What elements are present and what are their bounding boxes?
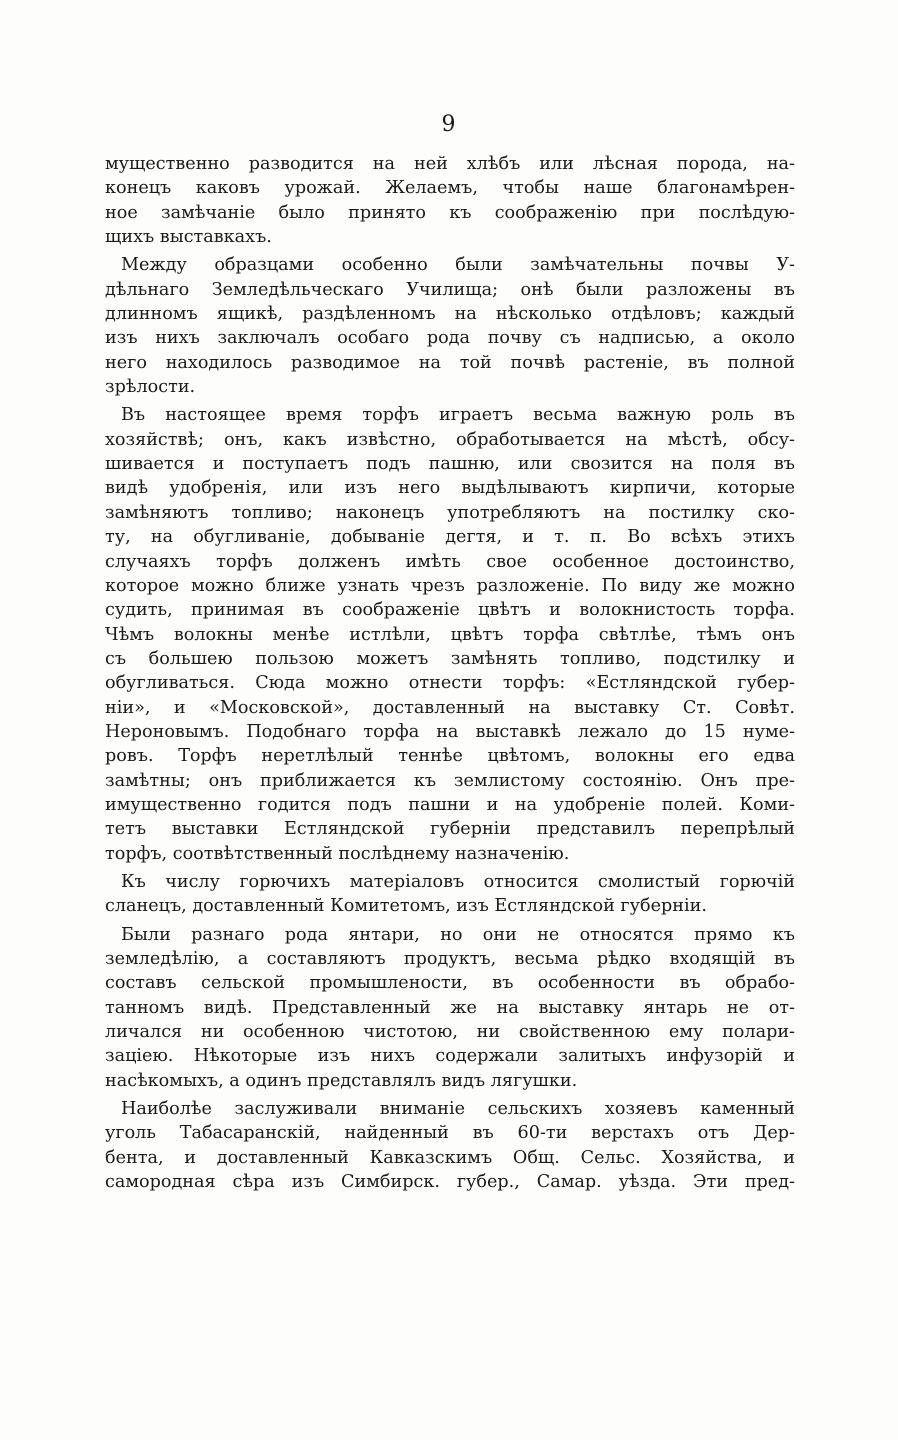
text-line: ніи», и «Московской», доставленный на выставку Ст. Совѣт. <box>105 697 795 718</box>
text-line: зрѣлости. <box>105 377 196 398</box>
text-line: длинномъ ящикѣ, раздѣленномъ на нѣсколько отдѣловъ; каждый <box>105 304 795 325</box>
text-line: торфъ, соотвѣтственный послѣднему назначенію. <box>105 843 570 864</box>
body-text <box>105 152 795 1194</box>
text-line: бента, и доставленный Кавказскимъ Общ. Сельс. Хозяйства, и <box>105 1147 795 1168</box>
text-line: земледѣлію, а составляютъ продуктъ, весьма рѣдко входящій въ <box>105 949 795 969</box>
text-line: обугливаться. Сюда можно отнести торфъ: «Естляндской губер- <box>105 673 795 694</box>
text-line: видѣ удобренія, или изъ него выдѣлываютъ кирпичи, которые <box>105 478 795 499</box>
text-line: судить, принимая въ соображеніе цвѣтъ и волокнистость торфа. <box>105 600 795 621</box>
text-line: тетъ выставки Естляндской губерніи представилъ перепрѣлый <box>105 819 795 840</box>
text-line: замѣняютъ топливо; наконецъ употребляютъ на постилку ско- <box>105 502 795 523</box>
text-line: ровъ. Торфъ неретлѣлый теннѣе цвѣтомъ, волокны его едва <box>105 746 795 767</box>
text-line: танномъ видѣ. Представленный же на выставку янтарь не от- <box>105 997 795 1018</box>
text-line: Были разнаго рода янтари, но они не относятся прямо къ <box>121 924 795 945</box>
text-line: которое можно ближе узнать чрезъ разложеніе. По виду же можно <box>105 575 795 596</box>
text-line: случаяхъ торфъ долженъ имѣть свое особенное достоинство, <box>105 551 795 572</box>
text-line: самородная сѣра изъ Симбирск. губер., Самар. уѣзда. Эти пред- <box>105 1172 795 1193</box>
text-line: насѣкомыхъ, а одинъ представлялъ видъ лягушки. <box>105 1070 578 1091</box>
text-line: Между образцами особенно были замѣчательны почвы У- <box>121 255 795 276</box>
text-line: замѣтны; онъ приближается къ землистому состоянію. Онъ пре- <box>105 770 795 791</box>
text-line: шивается и поступаетъ подъ пашню, или свозится на поля въ <box>105 454 795 475</box>
text-line: конецъ каковъ урожай. Желаемъ, чтобы наше благонамѣрен- <box>105 178 795 199</box>
text-line: Въ настоящее время торфъ играетъ весьма важную роль въ <box>121 405 795 426</box>
text-line: изъ нихъ заключалъ особаго рода почву съ надписью, а около <box>105 328 795 349</box>
text-line: съ большею пользою можетъ замѣнять топливо, подстилку и <box>105 648 795 669</box>
text-line: заціею. Нѣкоторые изъ нихъ содержали залитыхъ инфузорій и <box>105 1046 795 1067</box>
text-line: ное замѣчаніе было принято къ соображенію при послѣдую- <box>105 202 795 223</box>
text-line: личался ни особенною чистотою, ни свойственною ему полари- <box>105 1022 795 1043</box>
text-line: ту, на обугливаніе, добываніе дегтя, и т. п. Во всѣхъ этихъ <box>105 527 795 548</box>
text-line: хозяйствѣ; онъ, какъ извѣстно, обработывается на мѣстѣ, обсу- <box>105 429 795 450</box>
text-line: уголь Табасаранскій, найденный въ 60-ти верстахъ отъ Дер- <box>105 1123 795 1144</box>
text-line: Чѣмъ волокны менѣе истлѣли, цвѣтъ торфа свѣтлѣе, тѣмъ онъ <box>105 624 795 645</box>
page-number: 9 <box>441 112 457 137</box>
text-line: Къ числу горючихъ матеріаловъ относится смолистый горючій <box>121 871 795 892</box>
text-line: щихъ выставкахъ. <box>105 227 272 248</box>
text-line: имущественно годится подъ пашни и на удобреніе полей. Коми- <box>105 794 795 815</box>
text-line: сланецъ, доставленный Комитетомъ, изъ Естляндской губерніи. <box>105 896 707 917</box>
text-line: дѣльнаго Земледѣльческаго Училища; онѣ были разложены въ <box>105 279 795 300</box>
text-line: составъ сельской промышлености, въ особенности въ обрабо- <box>105 973 795 994</box>
text-line: него находилось разводимое на той почвѣ растеніе, въ полной <box>105 352 795 373</box>
text-line: Нероновымъ. Подобнаго торфа на выставкѣ лежало до 15 нуме- <box>105 721 795 742</box>
text-line: Наиболѣе заслуживали вниманіе сельскихъ хозяевъ каменный <box>121 1099 795 1120</box>
text-line: мущественно разводится на ней хлѣбъ или лѣсная порода, на- <box>105 154 795 174</box>
